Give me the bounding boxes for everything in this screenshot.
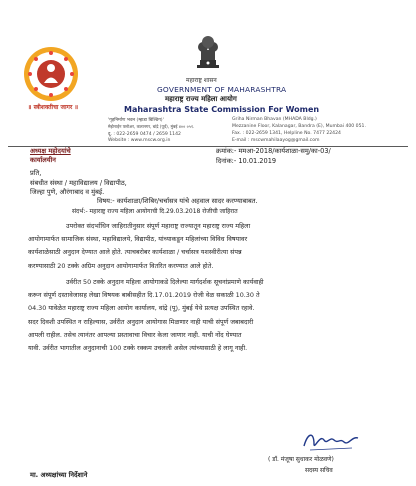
address-right-2: Mezzanine Floor, Kalanagar, Bandra (E), Mumbai 400 051. <box>232 124 366 129</box>
signature-image <box>300 428 364 454</box>
signatory-title: सदस्य सचिव <box>305 467 333 474</box>
address-right-1: Griha Nirman Bhavan (MHADA Bldg.) <box>232 117 317 122</box>
paragraph-2-line: 04.30 यावेळेत महाराष्ट्र राज्य महिला आयोग कार्यालय, वांद्रे (पू), मुंबई येथे प्रत्यक्ष उपस्थित रहावे. <box>28 304 255 313</box>
govt-name: GOVERNMENT OF MAHARASHTRA <box>157 85 287 94</box>
address-left-2: मेझेनाईन फ्लोअर, कलानगर, बांद्रे (पूर्व), मुंबई ४०० ०५१. <box>108 124 195 129</box>
from-title: अध्यक्ष महोदयांचे <box>30 147 71 155</box>
signatory-name: ( डॉ. मंजूषा सुधाकर मोळवणे) <box>268 456 334 463</box>
paragraph-1-line: आयोगामार्फत सामाजिक संस्था, महाविद्यालये, विद्यापीठ, यांच्याकडून महिलांच्या विविध विषयावर <box>28 235 248 244</box>
paragraph-1-line: कार्यशाळेसाठी अनुदान देण्यात आले होते. त्याचबरोबर कार्यशाळा / चर्चासत्र यशस्वीरीत्या संपन्न <box>28 248 242 257</box>
national-emblem-icon <box>192 30 224 72</box>
commission-name-english: Maharashtra State Commission For Women <box>124 105 320 114</box>
commission-logo-icon <box>22 45 80 103</box>
letter-date: दिनांक:- 10.01.2019 <box>216 157 277 165</box>
reference-number: क्रमांक:- ममआ-2018/कार्यशाळा-समु/का-03/ <box>216 147 331 155</box>
paragraph-2 <box>28 276 400 355</box>
from-subtitle: कार्यालयीन <box>30 156 56 164</box>
subject-line: विषय:- कार्यशाळा/शिबिर/चर्चासत्र यांचे अहवाल सादर करण्याबाबत. <box>97 197 258 205</box>
paragraph-2-line: उर्वरीत 50 टक्के अनुदान महिला आयोगाकडे दिलेल्या मार्गदर्शक सूचनांप्रमाणे कार्यवाही <box>66 278 264 286</box>
paragraph-2-line: यावी. उर्वरीत भागातील अनुदानाची 100 टक्के रक्कम उचलली असेल त्यांच्यासाठी हे लागू नाही. <box>28 344 248 353</box>
addressee-line-2: जिल्हा पुणे, औरंगाबाद व मुंबई. <box>30 188 105 196</box>
paragraph-2-line: आपली राहील. तसेच त्यानंतर आपल्या प्रस्तावाचा विचार केला जाणार नाही. याची नोंद घेण्यात <box>28 330 242 339</box>
commission-name-marathi: महाराष्ट्र राज्य महिला आयोग <box>165 95 237 103</box>
to-label: प्रति, <box>30 169 42 177</box>
govt-marathi: महाराष्ट्र शासन <box>186 77 217 84</box>
paragraph-1-line: उपरोक्त संदर्भाधिन जाहिरातीनुसार संपूर्ण महाराष्ट्र राज्यातून महाराष्ट्र राज्य महिला <box>66 222 251 230</box>
paragraph-1-line: करण्यासाठी 20 टक्के अग्रिम अनुदान आयोगामार्फत वितरित करण्यात आले होते. <box>28 261 214 270</box>
address-right-4: E-mail : mscwmahilaayog@gmail.com <box>232 138 320 143</box>
address-left-3: दू. : 022-2659 0474 / 2659 1142 <box>108 132 181 137</box>
address-right-3: Fax. : 022-2659 1341, Helpline No. 7477 22424 <box>232 131 341 136</box>
address-left-1: 'गृहनिर्माण भवन (म्हाडा बिल्डिंग)' <box>108 118 164 123</box>
paragraph-2-line: सदर दिवशी उपस्थित न राहिल्यास, उर्वरीत अनुदान आयोगास मिळणार नाही याची संपूर्ण जबाबदारी <box>28 317 254 326</box>
logo-caption: ॥ स्त्रीशक्तीचा जागर ॥ <box>27 104 79 111</box>
copy-to-line: मा. अध्यक्षांच्या निर्देशाने <box>30 471 88 479</box>
reference-line: संदर्भ:- महाराष्ट्र राज्य महिला आयोगाची दि.29.03.2018 रोजीची जाहिरात <box>72 208 238 215</box>
paragraph-1 <box>28 220 400 273</box>
paragraph-2-line: करून संपूर्ण दस्तावेजासह लेखा विषयक बाबीसहीत दि.17.01.2019 रोजी वेळ सकाळी 10.30 ते <box>28 291 260 300</box>
address-left-4: Website : www.mscw.org.in <box>108 138 171 143</box>
addressee-line-1: संबधीत संस्था / महाविद्यालय / विद्यापीठ, <box>30 179 127 187</box>
